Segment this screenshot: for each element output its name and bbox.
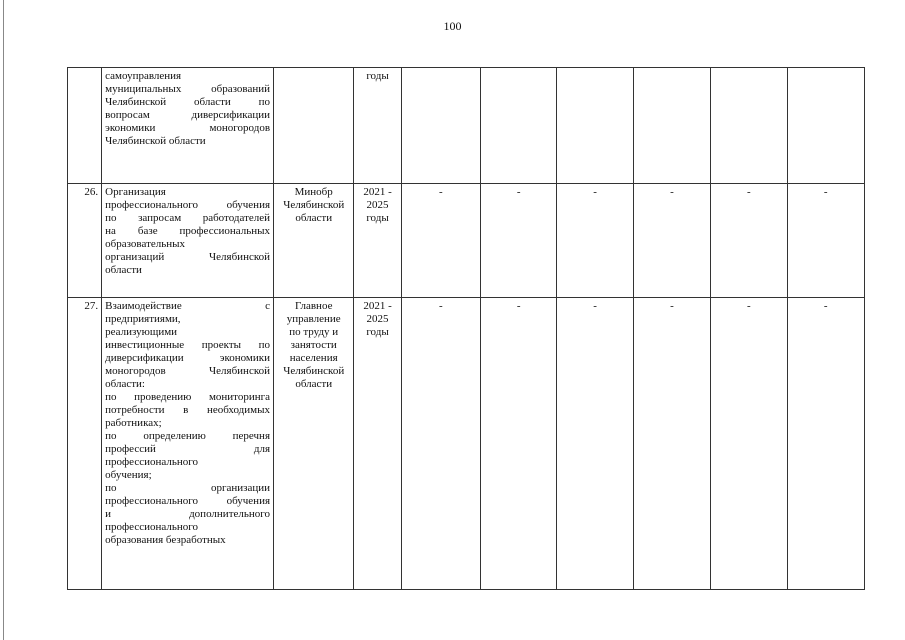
description-line: организаций Челябинской xyxy=(105,251,271,263)
description-line: по запросам работодателей xyxy=(105,212,271,224)
value-cell: - xyxy=(711,184,787,298)
description-line: экономики моногородов xyxy=(105,122,271,134)
description-line: диверсификации экономики xyxy=(105,352,271,364)
description-line: вопросам диверсификации xyxy=(105,109,271,121)
responsible-line: управление xyxy=(286,313,341,325)
description-line: самоуправления xyxy=(105,70,182,82)
value-cell: - xyxy=(633,298,710,590)
table-row xyxy=(68,68,865,184)
period-line: годы xyxy=(366,212,389,224)
description-line: предприятиями, xyxy=(105,313,181,325)
description-line: Челябинской области xyxy=(105,135,206,147)
value-cell: - xyxy=(401,184,480,298)
page-number: 100 xyxy=(443,19,462,33)
value-cell: - xyxy=(633,184,710,298)
value-cell xyxy=(711,68,787,184)
value-cell: - xyxy=(787,298,864,590)
description-line: по определению перечня xyxy=(105,430,271,442)
value-cell xyxy=(787,68,864,184)
description-line: и дополнительного xyxy=(105,508,271,520)
description-line: Челябинской области по xyxy=(105,96,271,108)
table-row xyxy=(68,184,865,298)
value-cell xyxy=(557,68,633,184)
value-cell: - xyxy=(557,184,633,298)
description-line: профессионального xyxy=(105,521,198,533)
row-number: 27. xyxy=(68,298,102,590)
description-line: Организация xyxy=(105,186,166,198)
description-line: по организации xyxy=(105,482,271,494)
responsible-line: Челябинской xyxy=(283,365,345,377)
description-line: профессионального обучения xyxy=(105,495,271,507)
page-margin-line xyxy=(3,0,4,640)
value-cell xyxy=(481,68,557,184)
description-line: профессионального обучения xyxy=(105,199,271,211)
value-cell xyxy=(401,68,480,184)
activity-description xyxy=(102,298,274,590)
value-cell: - xyxy=(787,184,864,298)
responsible-line: области xyxy=(295,212,333,224)
description-line: профессий для xyxy=(105,443,271,455)
value-cell: - xyxy=(711,298,787,590)
row-number xyxy=(68,68,102,184)
implementation-period xyxy=(354,298,401,590)
activity-description xyxy=(102,184,274,298)
implementation-period xyxy=(354,68,401,184)
description-line: области: xyxy=(105,378,145,390)
responsible-line: занятости xyxy=(290,339,337,351)
description-line: по проведению мониторинга xyxy=(105,391,271,403)
responsible-party xyxy=(274,184,354,298)
activity-description xyxy=(102,68,274,184)
period-line: 2025 xyxy=(366,199,389,211)
description-line: моногородов Челябинской xyxy=(105,365,271,377)
period-line: 2021 - xyxy=(363,186,392,198)
value-cell: - xyxy=(481,184,557,298)
value-cell: - xyxy=(401,298,480,590)
responsible-line: Челябинской xyxy=(283,199,345,211)
period-line: 2021 - xyxy=(363,300,392,312)
description-line: образования безработных xyxy=(105,534,226,546)
description-line: инвестиционные проекты по xyxy=(105,339,271,351)
responsible-line: Минобр xyxy=(294,186,333,198)
responsible-party xyxy=(274,298,354,590)
description-line: на базе профессиональных xyxy=(105,225,271,237)
description-line: реализующими xyxy=(105,326,178,338)
responsible-party xyxy=(274,68,354,184)
responsible-line: по труду и xyxy=(289,326,339,338)
period-line: годы xyxy=(366,70,389,82)
period-line: годы xyxy=(366,326,389,338)
description-line: Взаимодействие с xyxy=(105,300,271,312)
description-line: профессионального xyxy=(105,456,198,468)
description-line: потребности в необходимых xyxy=(105,404,271,416)
description-line: области xyxy=(105,264,142,276)
responsible-line: Главное xyxy=(294,300,333,312)
table-row xyxy=(68,298,865,590)
row-number: 26. xyxy=(68,184,102,298)
period-line: 2025 xyxy=(366,313,389,325)
description-line: муниципальных образований xyxy=(105,83,271,95)
description-line: обучения; xyxy=(105,469,152,481)
description-line: образовательных xyxy=(105,238,186,250)
description-line: работниках; xyxy=(105,417,162,429)
value-cell: - xyxy=(557,298,633,590)
value-cell: - xyxy=(481,298,557,590)
value-cell xyxy=(633,68,710,184)
implementation-period xyxy=(354,184,401,298)
responsible-line: населения xyxy=(289,352,338,364)
program-table xyxy=(67,67,865,590)
responsible-line: области xyxy=(295,378,333,390)
